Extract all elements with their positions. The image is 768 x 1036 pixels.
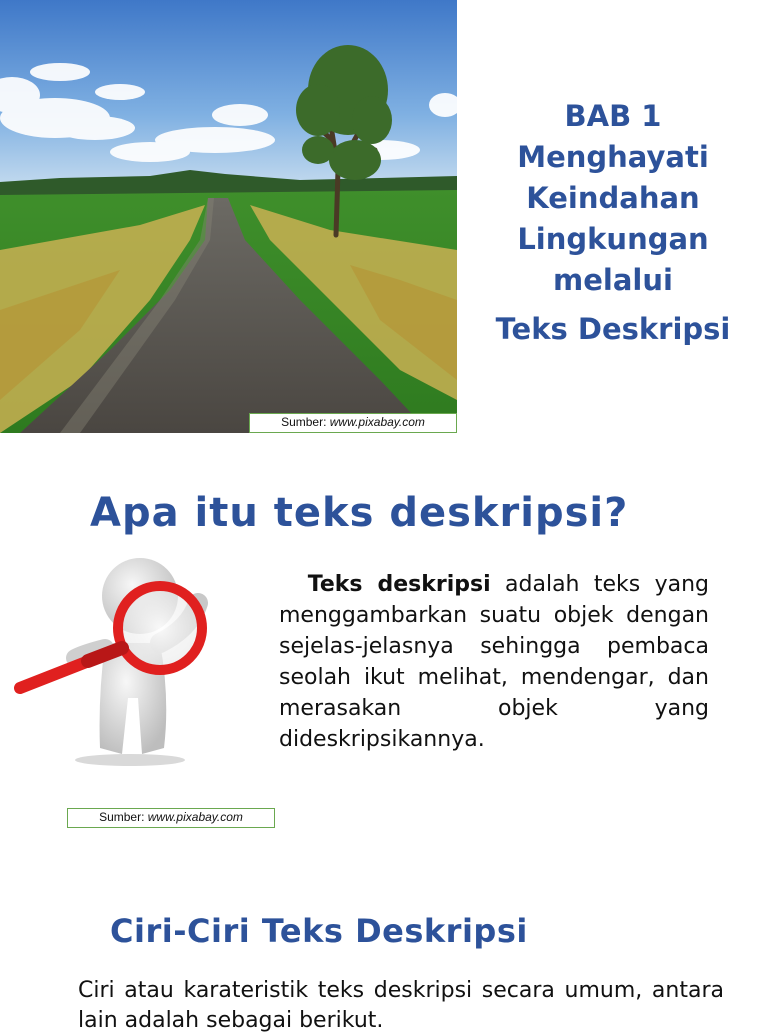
definition-text: adalah teks yang menggambarkan suatu objek dengan sejelas-jelasnya sehingga pembaca seolah ikut melihat, mendengar, dan merasakan objek yang dideskripsikannya. [279,572,709,752]
chapter-title [470,96,756,350]
title-line: Lingkungan [517,222,709,256]
definition-paragraph [279,569,709,755]
image-source-caption [67,808,275,828]
caption-label: Sumber: [281,415,330,429]
title-line: melalui [553,263,673,297]
title-line: Keindahan [526,181,700,215]
landscape-road-photo [0,0,457,433]
characteristics-intro: Ciri atau karateristik teks deskripsi secara umum, antara lain adalah sebagai berikut. [78,978,724,1033]
definition-term: Teks deskripsi [307,572,491,597]
section-heading-what-is: Apa itu teks deskripsi? [90,490,629,536]
magnifier-figure-illustration [10,548,240,768]
caption-url: www.pixabay.com [147,810,243,824]
caption-url: www.pixabay.com [329,415,425,429]
section-heading-characteristics: Ciri-Ciri Teks Deskripsi [110,912,528,950]
title-line: Menghayati [517,140,709,174]
photo-source-caption [249,413,457,433]
caption-label: Sumber: [99,810,148,824]
title-line: BAB 1 [564,99,662,133]
slide-1 [0,0,768,440]
chapter-subtitle: Teks Deskripsi [495,312,731,346]
